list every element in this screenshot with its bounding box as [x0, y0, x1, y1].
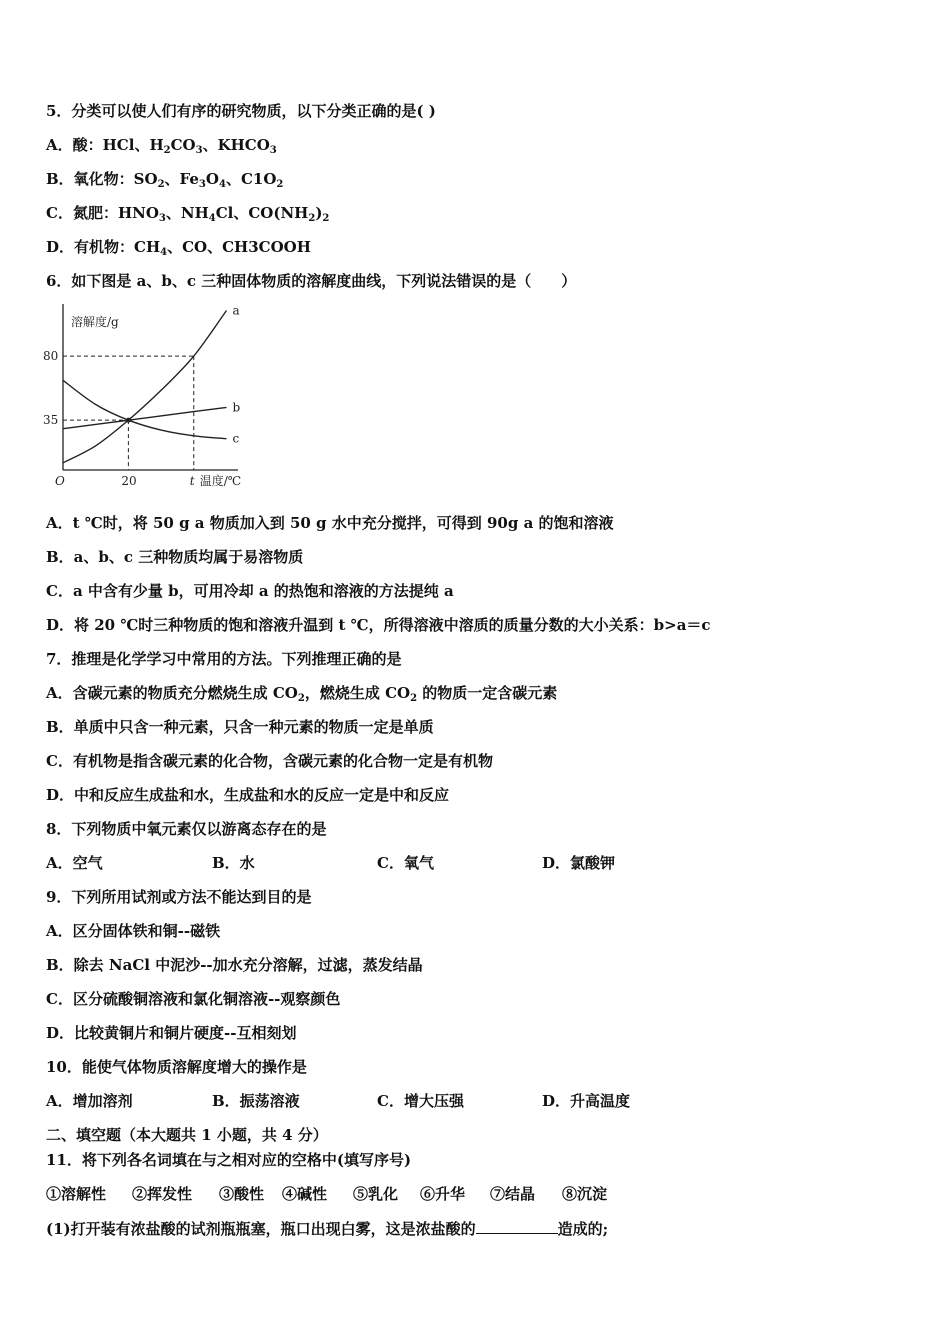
y-axis-label: 溶解度/g	[71, 315, 119, 329]
q6-option-d: D．将 20 ℃时三种物质的饱和溶液升温到 t ℃，所得溶液中溶质的质量分数的大小关系：b>a＝c	[46, 616, 711, 634]
q8-options	[46, 853, 806, 873]
x-tick-label: 20	[121, 474, 137, 488]
curve-c	[63, 380, 227, 438]
q5-option-d: D．有机物：$CH_4$、CO、CH3COOH	[46, 238, 311, 258]
curve-label-b: b	[232, 400, 241, 415]
q10-option-b: B．振荡溶液	[212, 1092, 300, 1110]
q8-option-b: B．水	[212, 854, 255, 872]
q9-option-b: B．除去 NaCl 中泥沙--加水充分溶解，过滤，蒸发结晶	[46, 956, 423, 974]
curve-label-a: a	[232, 303, 240, 318]
curve-a	[63, 311, 227, 463]
term-item: ①溶解性	[46, 1185, 107, 1203]
q7-option-c: C．有机物是指含碳元素的化合物，含碳元素的化合物一定是有机物	[46, 752, 493, 770]
q9-option-c: C．区分硫酸铜溶液和氯化铜溶液--观察颜色	[46, 990, 341, 1008]
q5-option-a: A．酸：HCl、$H_2CO_3$、$KHCO_3$	[46, 136, 277, 156]
q8-stem: 8．下列物质中氧元素仅以游离态存在的是	[46, 820, 327, 838]
q9-option-a: A．区分固体铁和铜--磁铁	[46, 922, 221, 940]
q9-stem: 9．下列所用试剂或方法不能达到目的是	[46, 888, 312, 906]
term-item: ⑧沉淀	[562, 1185, 608, 1203]
origin-label: O	[55, 474, 65, 488]
term-item: ⑤乳化	[353, 1185, 399, 1203]
q6-stem: 6．如下图是 a、b、c 三种固体物质的溶解度曲线，下列说法错误的是（ ）	[46, 272, 577, 290]
y-tick-label: 80	[43, 349, 59, 364]
q5-option-b: B．氧化物：$SO_2$、$Fe_3O_4$、$C1O_2$	[46, 170, 284, 190]
q10-option-c: C．增大压强	[377, 1092, 464, 1110]
q7-option-b: B．单质中只含一种元素，只含一种元素的物质一定是单质	[46, 718, 434, 736]
x-axis-label: 温度/℃	[199, 474, 242, 488]
intersection-point	[126, 418, 131, 423]
q7-option-d: D．中和反应生成盐和水，生成盐和水的反应一定是中和反应	[46, 786, 450, 804]
q9-option-d: D．比较黄铜片和铜片硬度--互相刻划	[46, 1024, 297, 1042]
answer-blank[interactable]	[476, 1219, 558, 1234]
term-item: ⑥升华	[420, 1185, 466, 1203]
q6-option-b: B．a、b、c 三种物质均属于易溶物质	[46, 548, 304, 566]
term-item: ④碱性	[282, 1185, 328, 1203]
q11-stem: 11．将下列各名词填在与之相对应的空格中(填写序号)	[46, 1151, 412, 1169]
x-tick-label: t	[189, 474, 195, 488]
q5-option-c: C．氮肥：$HNO_3$、$NH_4Cl$、$CO(NH_2)_2$	[46, 204, 330, 224]
term-item: ⑦结晶	[490, 1185, 536, 1203]
term-item: ②挥发性	[132, 1185, 193, 1203]
q7-stem: 7．推理是化学学习中常用的方法。下列推理正确的是	[46, 650, 402, 668]
section-heading: 二、填空题（本大题共 1 小题，共 4 分）	[46, 1126, 328, 1144]
solubility-chart	[40, 300, 260, 500]
q8-option-a: A．空气	[46, 854, 103, 872]
term-item: ③酸性	[219, 1185, 265, 1203]
q7-option-a: A．含碳元素的物质充分燃烧生成 $CO_2$，燃烧生成 $CO_2$ 的物质一定含碳元素	[46, 684, 558, 704]
q8-option-d: D．氯酸钾	[542, 854, 616, 872]
q6-option-c: C．a 中含有少量 b，可用冷却 a 的热饱和溶液的方法提纯 a	[46, 582, 454, 600]
q11-part1: (1)打开装有浓盐酸的试剂瓶瓶塞，瓶口出现白雾，这是浓盐酸的 造成的;	[46, 1220, 609, 1238]
q10-options	[46, 1091, 806, 1111]
q8-option-c: C．氧气	[377, 854, 434, 872]
y-tick-label: 35	[43, 413, 59, 428]
q10-option-d: D．升高温度	[542, 1092, 631, 1110]
chart-curves	[63, 311, 227, 463]
q10-stem: 10．能使气体物质溶解度增大的操作是	[46, 1058, 307, 1076]
q6-option-a: A．t ℃时，将 50 g a 物质加入到 50 g 水中充分搅拌，可得到 90g a 的饱和溶液	[46, 514, 614, 532]
curve-label-c: c	[232, 431, 240, 446]
q10-option-a: A．增加溶剂	[46, 1092, 133, 1110]
q5-stem: 5．分类可以使人们有序的研究物质，以下分类正确的是( )	[46, 102, 436, 120]
q11-terms	[46, 1184, 746, 1204]
